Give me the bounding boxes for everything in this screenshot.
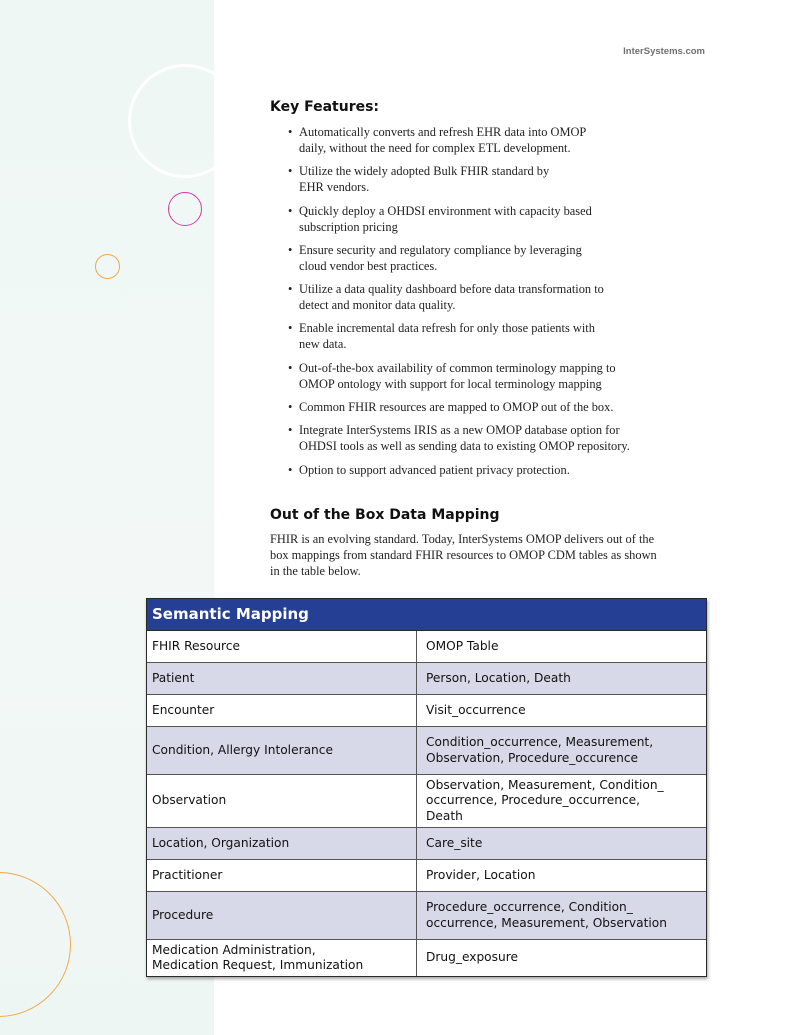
feature-item [286, 422, 686, 454]
text-line: OMOP Table [426, 638, 499, 653]
text-line: Procedure_occurrence, Condition_ [426, 900, 633, 914]
table-row [147, 726, 706, 774]
fhir-resource-cell [147, 775, 417, 827]
table-row [147, 662, 706, 694]
text-line: Out-of-the-box availability of common terminology mapping to [299, 360, 616, 375]
text-line: Option to support advanced patient privacy protection. [299, 462, 570, 477]
orange-large-ring-decoration [0, 872, 71, 1017]
data-mapping-intro [270, 531, 710, 579]
text-line: Death [426, 808, 463, 823]
fhir-resource-cell [147, 940, 417, 976]
feature-item [286, 163, 686, 195]
text-line: cloud vendor best practices. [299, 258, 438, 273]
table-row [147, 939, 706, 976]
text-line: Location, Organization [152, 835, 290, 850]
omop-table-cell [417, 695, 706, 726]
text-line: Medication Administration, [152, 942, 316, 957]
fhir-resource-cell [147, 663, 417, 694]
text-line: Observation, Measurement, Condition_ [426, 777, 664, 792]
table-row [147, 774, 706, 827]
omop-table-cell [417, 860, 706, 891]
text-line: daily, without the need for complex ETL development. [299, 141, 571, 155]
fhir-resource-cell [147, 892, 417, 939]
text-line: Provider, Location [426, 867, 536, 882]
feature-item [286, 320, 686, 352]
feature-item [286, 462, 686, 478]
text-line: FHIR is an evolving standard. Today, InterSystems OMOP delivers out of the [270, 532, 655, 546]
text-line: Utilize the widely adopted Bulk FHIR standard by [299, 164, 550, 179]
fhir-resource-cell [147, 828, 417, 859]
fhir-resource-cell [147, 727, 417, 774]
text-line: occurrence, Procedure_occurrence, [426, 793, 641, 808]
omop-table-cell [417, 775, 706, 827]
text-line: Drug_exposure [426, 950, 518, 965]
key-features-list [286, 124, 686, 485]
text-line: Visit_occurrence [426, 702, 526, 717]
semantic-mapping-table [146, 598, 707, 977]
table-row [147, 859, 706, 891]
text-line: new data. [299, 337, 347, 352]
data-mapping-heading: Out of the Box Data Mapping [270, 507, 500, 523]
white-ring-decoration [128, 64, 214, 178]
table-title: Semantic Mapping [147, 599, 706, 631]
text-line: OHDSI tools as well as sending data to existing OMOP repository. [299, 439, 630, 454]
text-line: Enable incremental data refresh for only those patients with [299, 321, 595, 336]
key-features-heading: Key Features: [270, 99, 380, 115]
text-line: Patient [152, 670, 195, 685]
table-body [147, 631, 706, 976]
text-line: Quickly deploy a OHDSI environment with capacity based [299, 203, 592, 218]
text-line: Ensure security and regulatory compliance by leveraging [299, 242, 582, 257]
text-line: EHR vendors. [299, 180, 370, 195]
table-row [147, 694, 706, 726]
omop-table-cell [417, 631, 706, 662]
text-line: detect and monitor data quality. [299, 298, 456, 313]
omop-table-cell [417, 940, 706, 976]
orange-ring-decoration [95, 254, 120, 279]
text-line: Procedure [152, 907, 214, 922]
feature-item [286, 281, 686, 313]
feature-item [286, 360, 686, 392]
feature-item [286, 242, 686, 274]
text-line: Common FHIR resources are mapped to OMOP out of the box. [299, 400, 614, 415]
text-line: Practitioner [152, 867, 223, 882]
fhir-resource-cell [147, 695, 417, 726]
feature-item [286, 203, 686, 235]
omop-table-cell [417, 663, 706, 694]
table-row [147, 891, 706, 939]
text-line: Condition_occurrence, Measurement, [426, 735, 654, 749]
omop-table-cell [417, 727, 706, 774]
text-line: in the table below. [270, 564, 361, 578]
text-line: Encounter [152, 702, 215, 717]
text-line: Condition, Allergy Intolerance [152, 742, 333, 757]
text-line: Utilize a data quality dashboard before data transformation to [299, 282, 604, 297]
text-line: Care_site [426, 835, 483, 850]
table-row [147, 827, 706, 859]
text-line: FHIR Resource [152, 638, 241, 653]
text-line: Medication Request, Immunization [152, 958, 364, 972]
text-line: OMOP ontology with support for local terminology mapping [299, 376, 602, 391]
text-line: box mappings from standard FHIR resources to OMOP CDM tables as shown [270, 548, 657, 562]
omop-table-cell [417, 828, 706, 859]
text-line: Automatically converts and refresh EHR data into OMOP [299, 125, 587, 139]
text-line: Observation, Procedure_occurence [426, 750, 639, 765]
text-line: Person, Location, Death [426, 670, 571, 685]
text-line: Observation [152, 793, 227, 808]
text-line: Integrate InterSystems IRIS as a new OMOP database option for [299, 423, 620, 438]
table-header-row [147, 631, 706, 662]
omop-table-cell [417, 892, 706, 939]
text-line: subscription pricing [299, 219, 398, 234]
site-url: InterSystems.com [623, 46, 705, 57]
magenta-ring-decoration [168, 192, 202, 226]
feature-item [286, 399, 686, 415]
fhir-resource-cell [147, 860, 417, 891]
feature-item [286, 124, 686, 156]
text-line: occurrence, Measurement, Observation [426, 915, 667, 930]
fhir-resource-cell [147, 631, 417, 662]
